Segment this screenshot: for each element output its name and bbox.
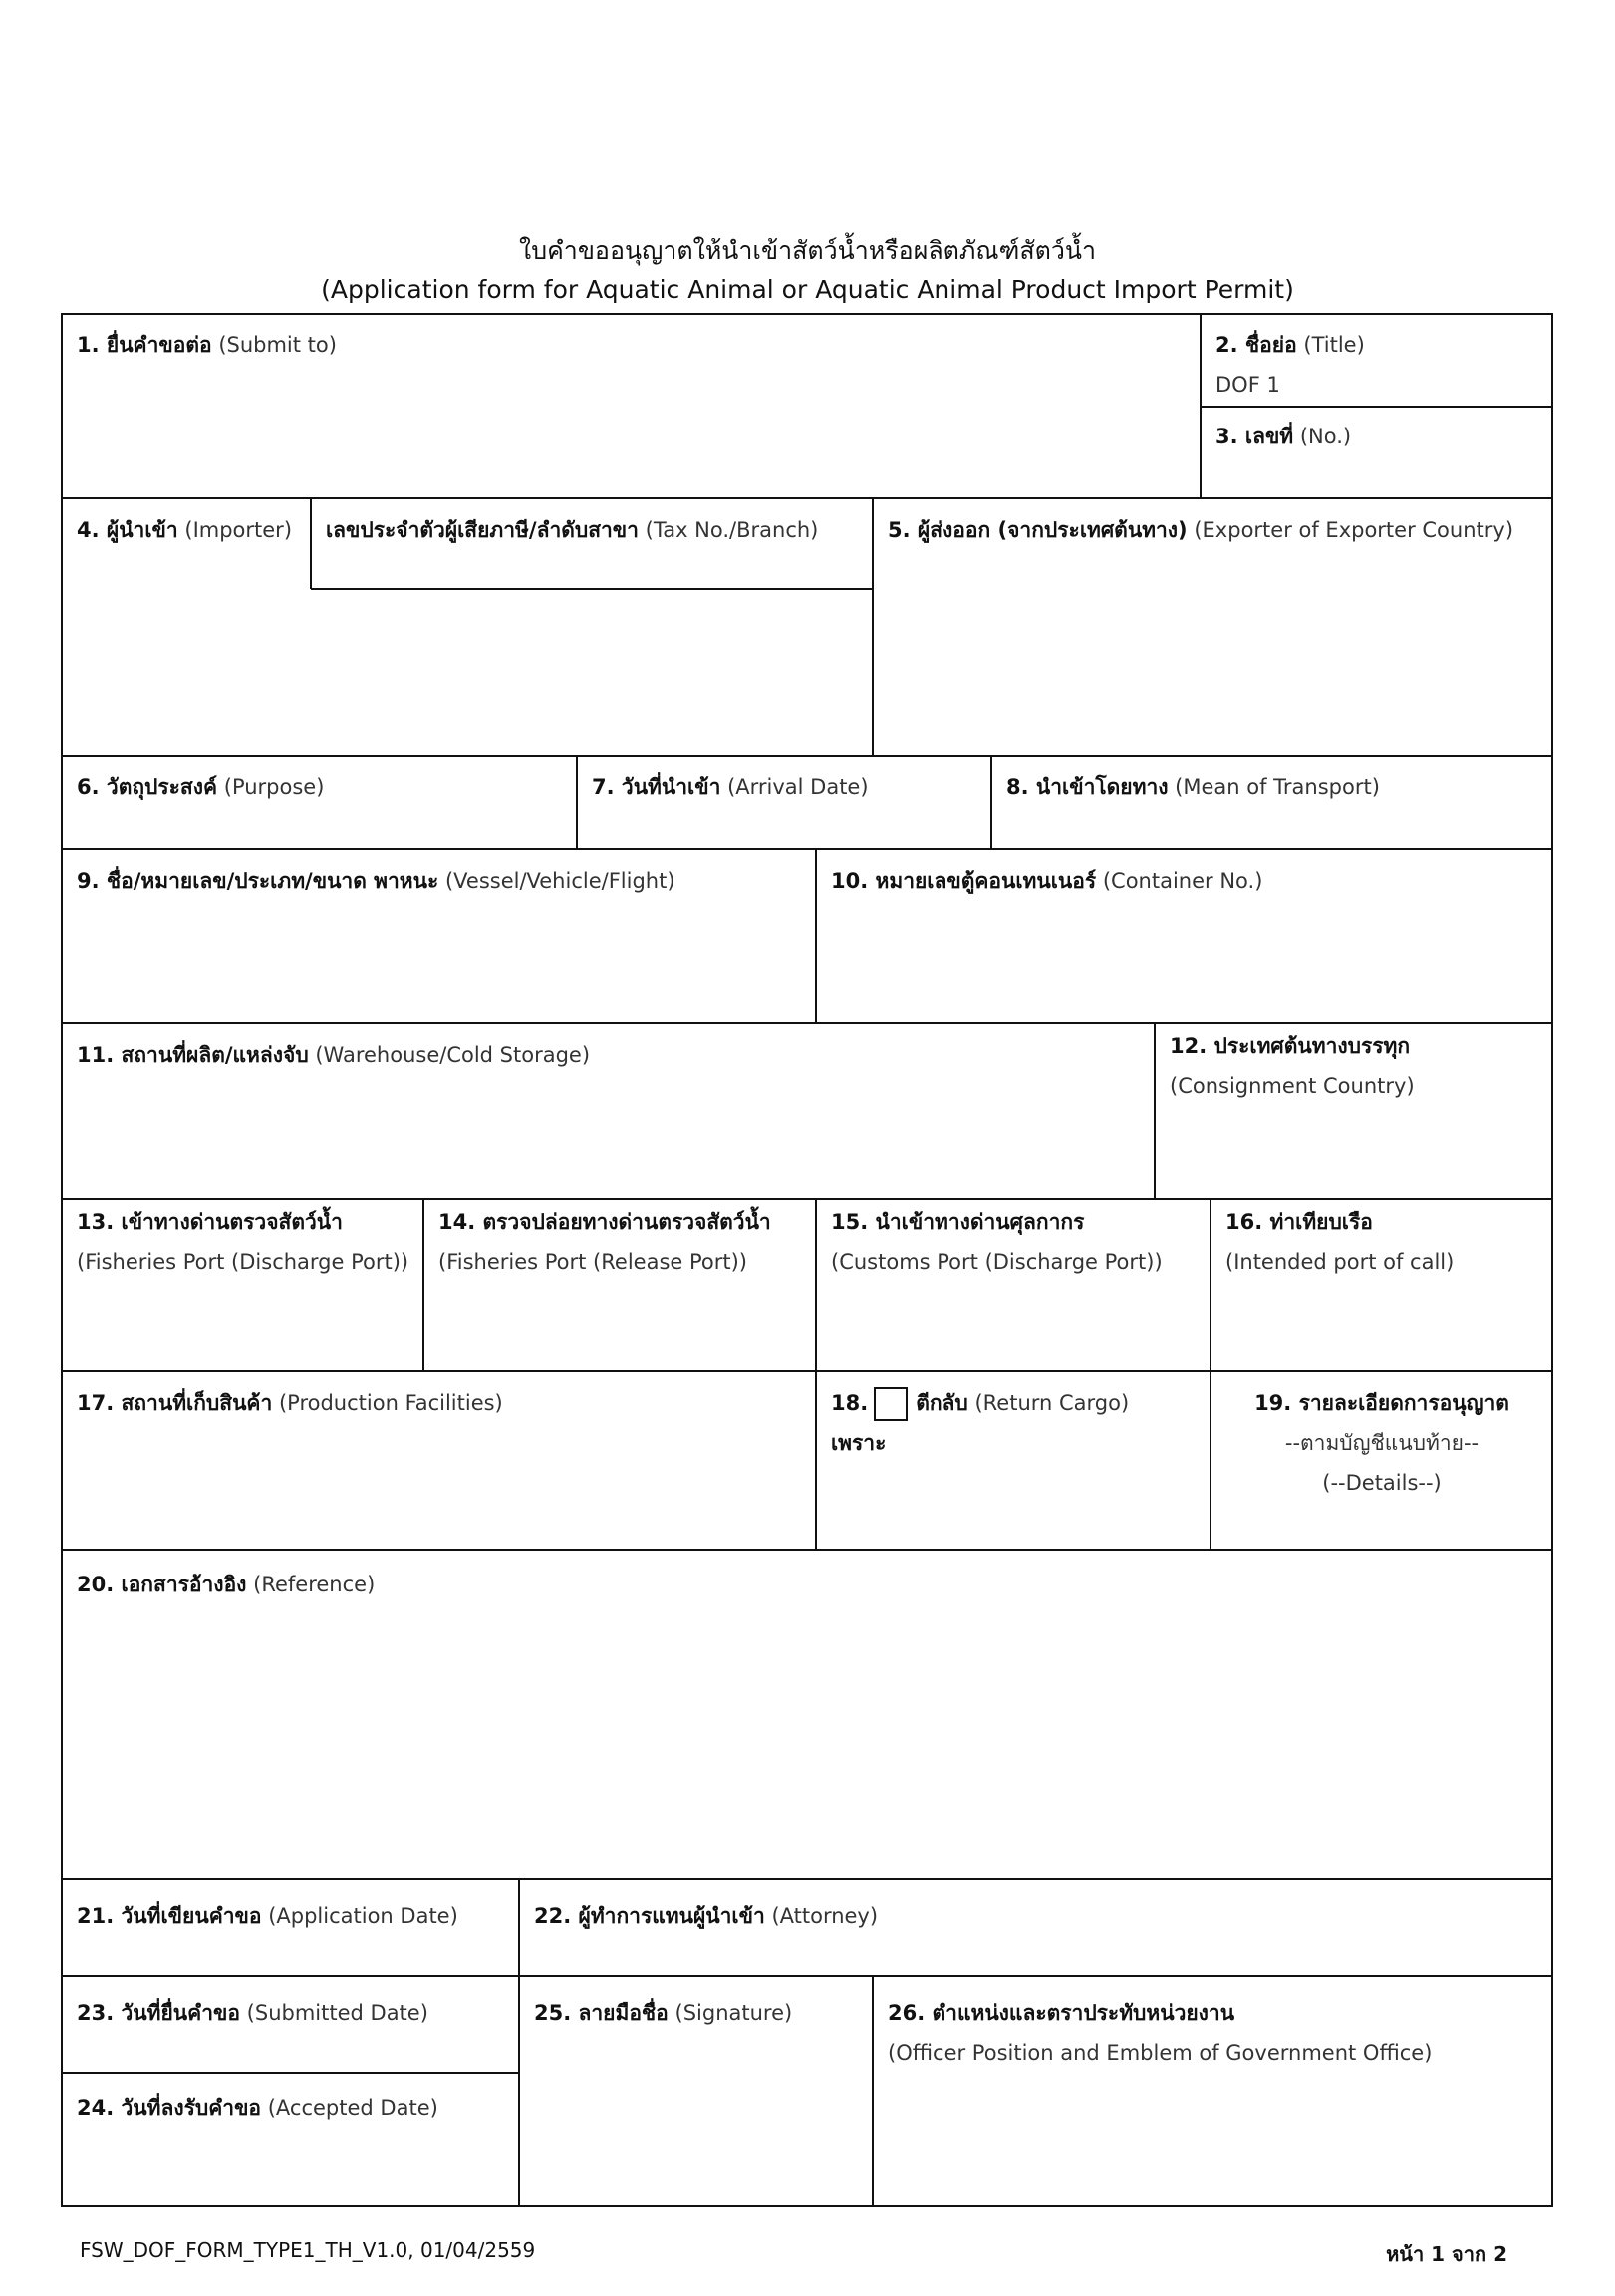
row-divider-2 (61, 497, 1553, 499)
form-code: FSW_DOF_FORM_TYPE1_TH_V1.0, 01/04/2559 (80, 2238, 536, 2262)
field-23-label-en: (Submitted Date) (246, 2001, 428, 2025)
field-20-label: 20. เอกสารอ้างอิง (77, 1573, 247, 1596)
col-divider-4 (576, 755, 578, 849)
field-13-label-en: (Fisheries Port (Discharge Port)) (77, 1250, 409, 1274)
field-7-label: 7. วันที่นำเข้า (592, 775, 721, 799)
field-16-port-of-call[interactable] (1225, 1202, 1454, 1282)
field-9-label: 9. ชื่อ/หมายเลข/ประเภท/ขนาด พาหนะ (77, 869, 439, 893)
field-4-tax-label: เลขประจำตัวผู้เสียภาษี/ลำดับสาขา (326, 518, 639, 542)
field-6-purpose[interactable] (77, 767, 324, 807)
field-13-label: 13. เข้าทางด่านตรวจสัตว์น้ำ (77, 1210, 343, 1234)
field-2-title[interactable] (1215, 325, 1365, 405)
return-cargo-checkbox[interactable] (874, 1387, 908, 1421)
field-12-consignment-country[interactable] (1170, 1026, 1415, 1106)
field-22-label: 22. ผู้ทำการแทนผู้นำเข้า (534, 1904, 765, 1928)
field-16-label-en: (Intended port of call) (1225, 1250, 1455, 1274)
field-6-label-en: (Purpose) (223, 775, 325, 799)
field-12-label: 12. ประเทศต้นทางบรรทุก (1170, 1034, 1411, 1058)
field-2-label-en: (Title) (1303, 333, 1365, 357)
row-divider-5 (61, 848, 1553, 850)
field-3-label: 3. เลขที่ (1215, 425, 1294, 448)
field-14-release-port[interactable] (438, 1202, 771, 1282)
field-10-container[interactable] (831, 861, 1262, 901)
field-5-label: 5. ผู้ส่งออก (จากประเทศต้นทาง) (888, 518, 1188, 542)
form-title-thai: ใบคำขออนุญาตให้นำเข้าสัตว์น้ำหรือผลิตภัณฑ์สัตว์น้ำ (519, 236, 1096, 265)
field-9-vessel[interactable] (77, 861, 675, 901)
row-divider-11 (61, 1975, 1553, 1977)
col-divider-8 (422, 1198, 424, 1371)
field-15-customs-port[interactable] (831, 1202, 1163, 1282)
field-10-label: 10. หมายเลขตู้คอนเทนเนอร์ (831, 869, 1097, 893)
field-8-label: 8. นำเข้าโดยทาง (1006, 775, 1169, 799)
field-16-label: 16. ท่าเทียบเรือ (1225, 1210, 1373, 1234)
field-5-label-en: (Exporter of Exporter Country) (1194, 518, 1514, 542)
field-21-label: 21. วันที่เขียนคำขอ (77, 1904, 262, 1928)
col-divider-12 (872, 1975, 874, 2207)
col-divider-11 (518, 1878, 520, 2207)
field-18-label: ตีกลับ (916, 1391, 968, 1415)
field-7-label-en: (Arrival Date) (727, 775, 869, 799)
field-3-label-en: (No.) (1299, 425, 1352, 448)
field-1-label: 1. ยื่นคำขอต่อ (77, 333, 212, 357)
field-24-label: 24. วันที่ลงรับคำขอ (77, 2096, 262, 2120)
col-divider-9 (815, 1198, 817, 1550)
field-4-importer[interactable] (77, 510, 292, 550)
field-10-label-en: (Container No.) (1102, 869, 1263, 893)
field-4-tax-number[interactable] (326, 510, 818, 550)
field-8-transport[interactable] (1006, 767, 1380, 807)
page-number: หน้า 1 จาก 2 (1386, 2242, 1507, 2266)
field-24-accepted-date[interactable] (77, 2088, 438, 2128)
field-17-label: 17. สถานที่เก็บสินค้า (77, 1391, 273, 1415)
field-4-label: 4. ผู้นำเข้า (77, 518, 178, 542)
field-25-signature[interactable] (534, 1993, 792, 2033)
field-6-label: 6. วัตถุประสงค์ (77, 775, 218, 799)
field-19-line-3: (--Details--) (1322, 1471, 1442, 1495)
field-13-discharge-port[interactable] (77, 1202, 408, 1282)
field-22-label-en: (Attorney) (771, 1904, 879, 1928)
field-2-label: 2. ชื่อย่อ (1215, 333, 1297, 357)
field-26-officer-position[interactable] (888, 1993, 1432, 2073)
field-3-number[interactable] (1215, 417, 1351, 456)
field-21-application-date[interactable] (77, 1896, 458, 1936)
col-divider-6 (815, 848, 817, 1023)
field-7-arrival-date[interactable] (592, 767, 869, 807)
row-divider-9 (61, 1549, 1553, 1551)
col-divider-5 (990, 755, 992, 849)
field-18-label-en: (Return Cargo) (974, 1391, 1130, 1415)
field-19-line-2: --ตามบัญชีแนบท้าย-- (1284, 1431, 1480, 1455)
col-divider-1 (1200, 313, 1202, 498)
field-19-label: 19. รายละเอียดการอนุญาต (1254, 1391, 1509, 1415)
field-26-label-en: (Officer Position and Emblem of Government Office) (888, 2041, 1433, 2065)
row-divider-3 (311, 588, 874, 590)
field-23-label: 23. วันที่ยื่นคำขอ (77, 2001, 240, 2025)
field-25-label-en: (Signature) (674, 2001, 793, 2025)
field-18-because: เพราะ (831, 1431, 887, 1455)
field-14-label-en: (Fisheries Port (Release Port)) (438, 1250, 747, 1274)
field-23-submitted-date[interactable] (77, 1993, 428, 2033)
field-22-attorney[interactable] (534, 1896, 878, 1936)
field-4-tax-label-en: (Tax No./Branch) (645, 518, 819, 542)
form-title-english: (Application form for Aquatic Animal or Aquatic Animal Product Import Permit) (321, 275, 1294, 304)
field-21-label-en: (Application Date) (268, 1904, 458, 1928)
field-11-warehouse[interactable] (77, 1035, 590, 1075)
field-18-number: 18. (831, 1391, 869, 1415)
col-divider-7 (1154, 1022, 1156, 1199)
field-24-label-en: (Accepted Date) (267, 2096, 438, 2120)
row-divider-6 (61, 1022, 1553, 1024)
field-15-label: 15. นำเข้าทางด่านศุลกากร (831, 1210, 1085, 1234)
field-17-label-en: (Production Facilities) (278, 1391, 503, 1415)
col-divider-2 (310, 497, 312, 589)
field-15-label-en: (Customs Port (Discharge Port)) (831, 1250, 1163, 1274)
field-17-production-facilities[interactable] (77, 1383, 503, 1423)
col-divider-3 (872, 497, 874, 756)
field-18-return-cargo[interactable] (831, 1383, 1129, 1463)
field-20-label-en: (Reference) (253, 1573, 376, 1596)
field-1-label-en: (Submit to) (218, 333, 337, 357)
row-divider-8 (61, 1370, 1553, 1372)
field-8-label-en: (Mean of Transport) (1175, 775, 1380, 799)
field-4-label-en: (Importer) (184, 518, 293, 542)
field-19-permit-details[interactable] (1211, 1383, 1552, 1503)
field-11-label: 11. สถานที่ผลิต/แหล่งจับ (77, 1043, 309, 1067)
row-divider-4 (61, 755, 1553, 757)
field-11-label-en: (Warehouse/Cold Storage) (315, 1043, 591, 1067)
row-divider-12 (61, 2072, 520, 2074)
field-1-submit-to[interactable] (77, 325, 337, 365)
row-divider-10 (61, 1878, 1553, 1880)
field-5-exporter[interactable] (888, 510, 1513, 550)
field-12-label-en: (Consignment Country) (1170, 1074, 1415, 1098)
row-divider-1 (1202, 406, 1552, 408)
field-14-label: 14. ตรวจปล่อยทางด่านตรวจสัตว์น้ำ (438, 1210, 771, 1234)
field-2-value: DOF 1 (1215, 373, 1280, 397)
field-26-label: 26. ตำแหน่งและตราประทับหน่วยงาน (888, 2001, 1235, 2025)
field-9-label-en: (Vessel/Vehicle/Flight) (444, 869, 675, 893)
field-20-reference[interactable] (77, 1565, 375, 1604)
row-divider-7 (61, 1198, 1553, 1200)
field-25-label: 25. ลายมือชื่อ (534, 2001, 669, 2025)
